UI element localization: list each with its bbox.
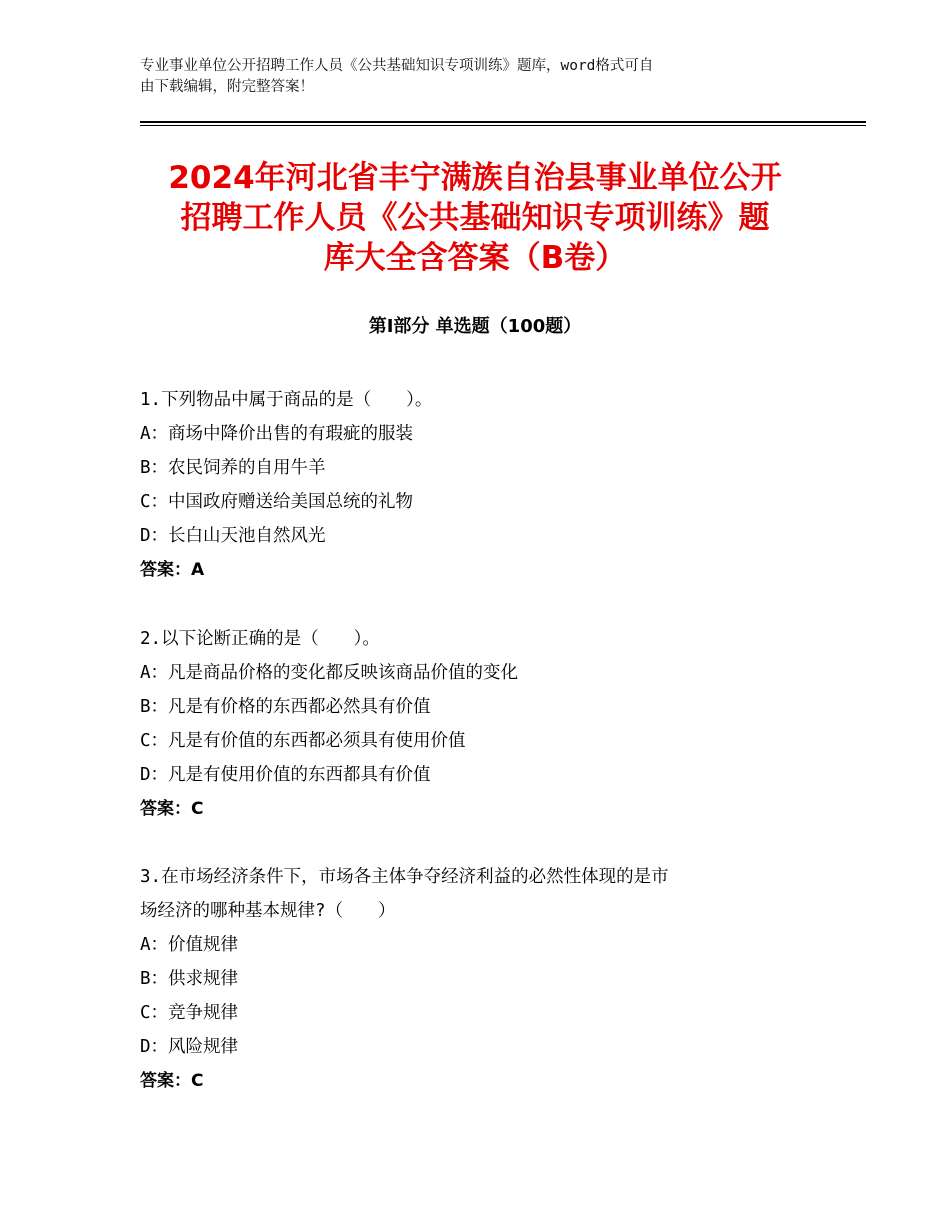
option-b: B：凡是有价格的东西都必然具有价值	[140, 697, 431, 717]
title-line-1: 2024年河北省丰宁满族自治县事业单位公开	[168, 160, 782, 196]
header-line-2: 由下载编辑，附完整答案！	[140, 79, 314, 95]
title-line-3: 库大全含答案（B卷）	[323, 240, 627, 276]
question-stem: 1.下列物品中属于商品的是（ ）。	[140, 390, 433, 410]
header-divider-thin	[140, 125, 866, 126]
question-block-3	[140, 860, 820, 1098]
section-title: 第Ⅰ部分 单选题（100题）	[368, 316, 582, 337]
document-header-note	[140, 56, 810, 98]
question-block-2	[140, 622, 820, 826]
option-b: B：供求规律	[140, 969, 239, 989]
question-stem-line-2: 场经济的哪种基本规律?（ ）	[140, 901, 396, 921]
option-c: C：竞争规律	[140, 1003, 239, 1023]
option-a: A：商场中降价出售的有瑕疵的服装	[140, 424, 414, 444]
option-d: D：凡是有使用价值的东西都具有价值	[140, 765, 431, 785]
answer-line: 答案：C	[140, 1071, 204, 1091]
answer-line: 答案：C	[140, 799, 204, 819]
header-divider-thick	[140, 121, 866, 123]
document-title	[130, 158, 820, 278]
question-stem: 2.以下论断正确的是（ ）。	[140, 629, 380, 649]
question-stem-line-1: 3.在市场经济条件下，市场各主体争夺经济利益的必然性体现的是市	[140, 867, 669, 887]
option-a: A：价值规律	[140, 935, 239, 955]
header-line-1: 专业事业单位公开招聘工作人员《公共基础知识专项训练》题库，word格式可自	[140, 58, 654, 74]
option-b: B：农民饲养的自用牛羊	[140, 458, 326, 478]
question-block-1	[140, 383, 820, 587]
option-c: C：凡是有价值的东西都必须具有使用价值	[140, 731, 466, 751]
option-d: D：长白山天池自然风光	[140, 526, 326, 546]
title-line-2: 招聘工作人员《公共基础知识专项训练》题	[180, 200, 770, 236]
option-a: A：凡是商品价格的变化都反映该商品价值的变化	[140, 663, 519, 683]
answer-line: 答案：A	[140, 560, 205, 580]
option-c: C：中国政府赠送给美国总统的礼物	[140, 492, 414, 512]
option-d: D：风险规律	[140, 1037, 239, 1057]
